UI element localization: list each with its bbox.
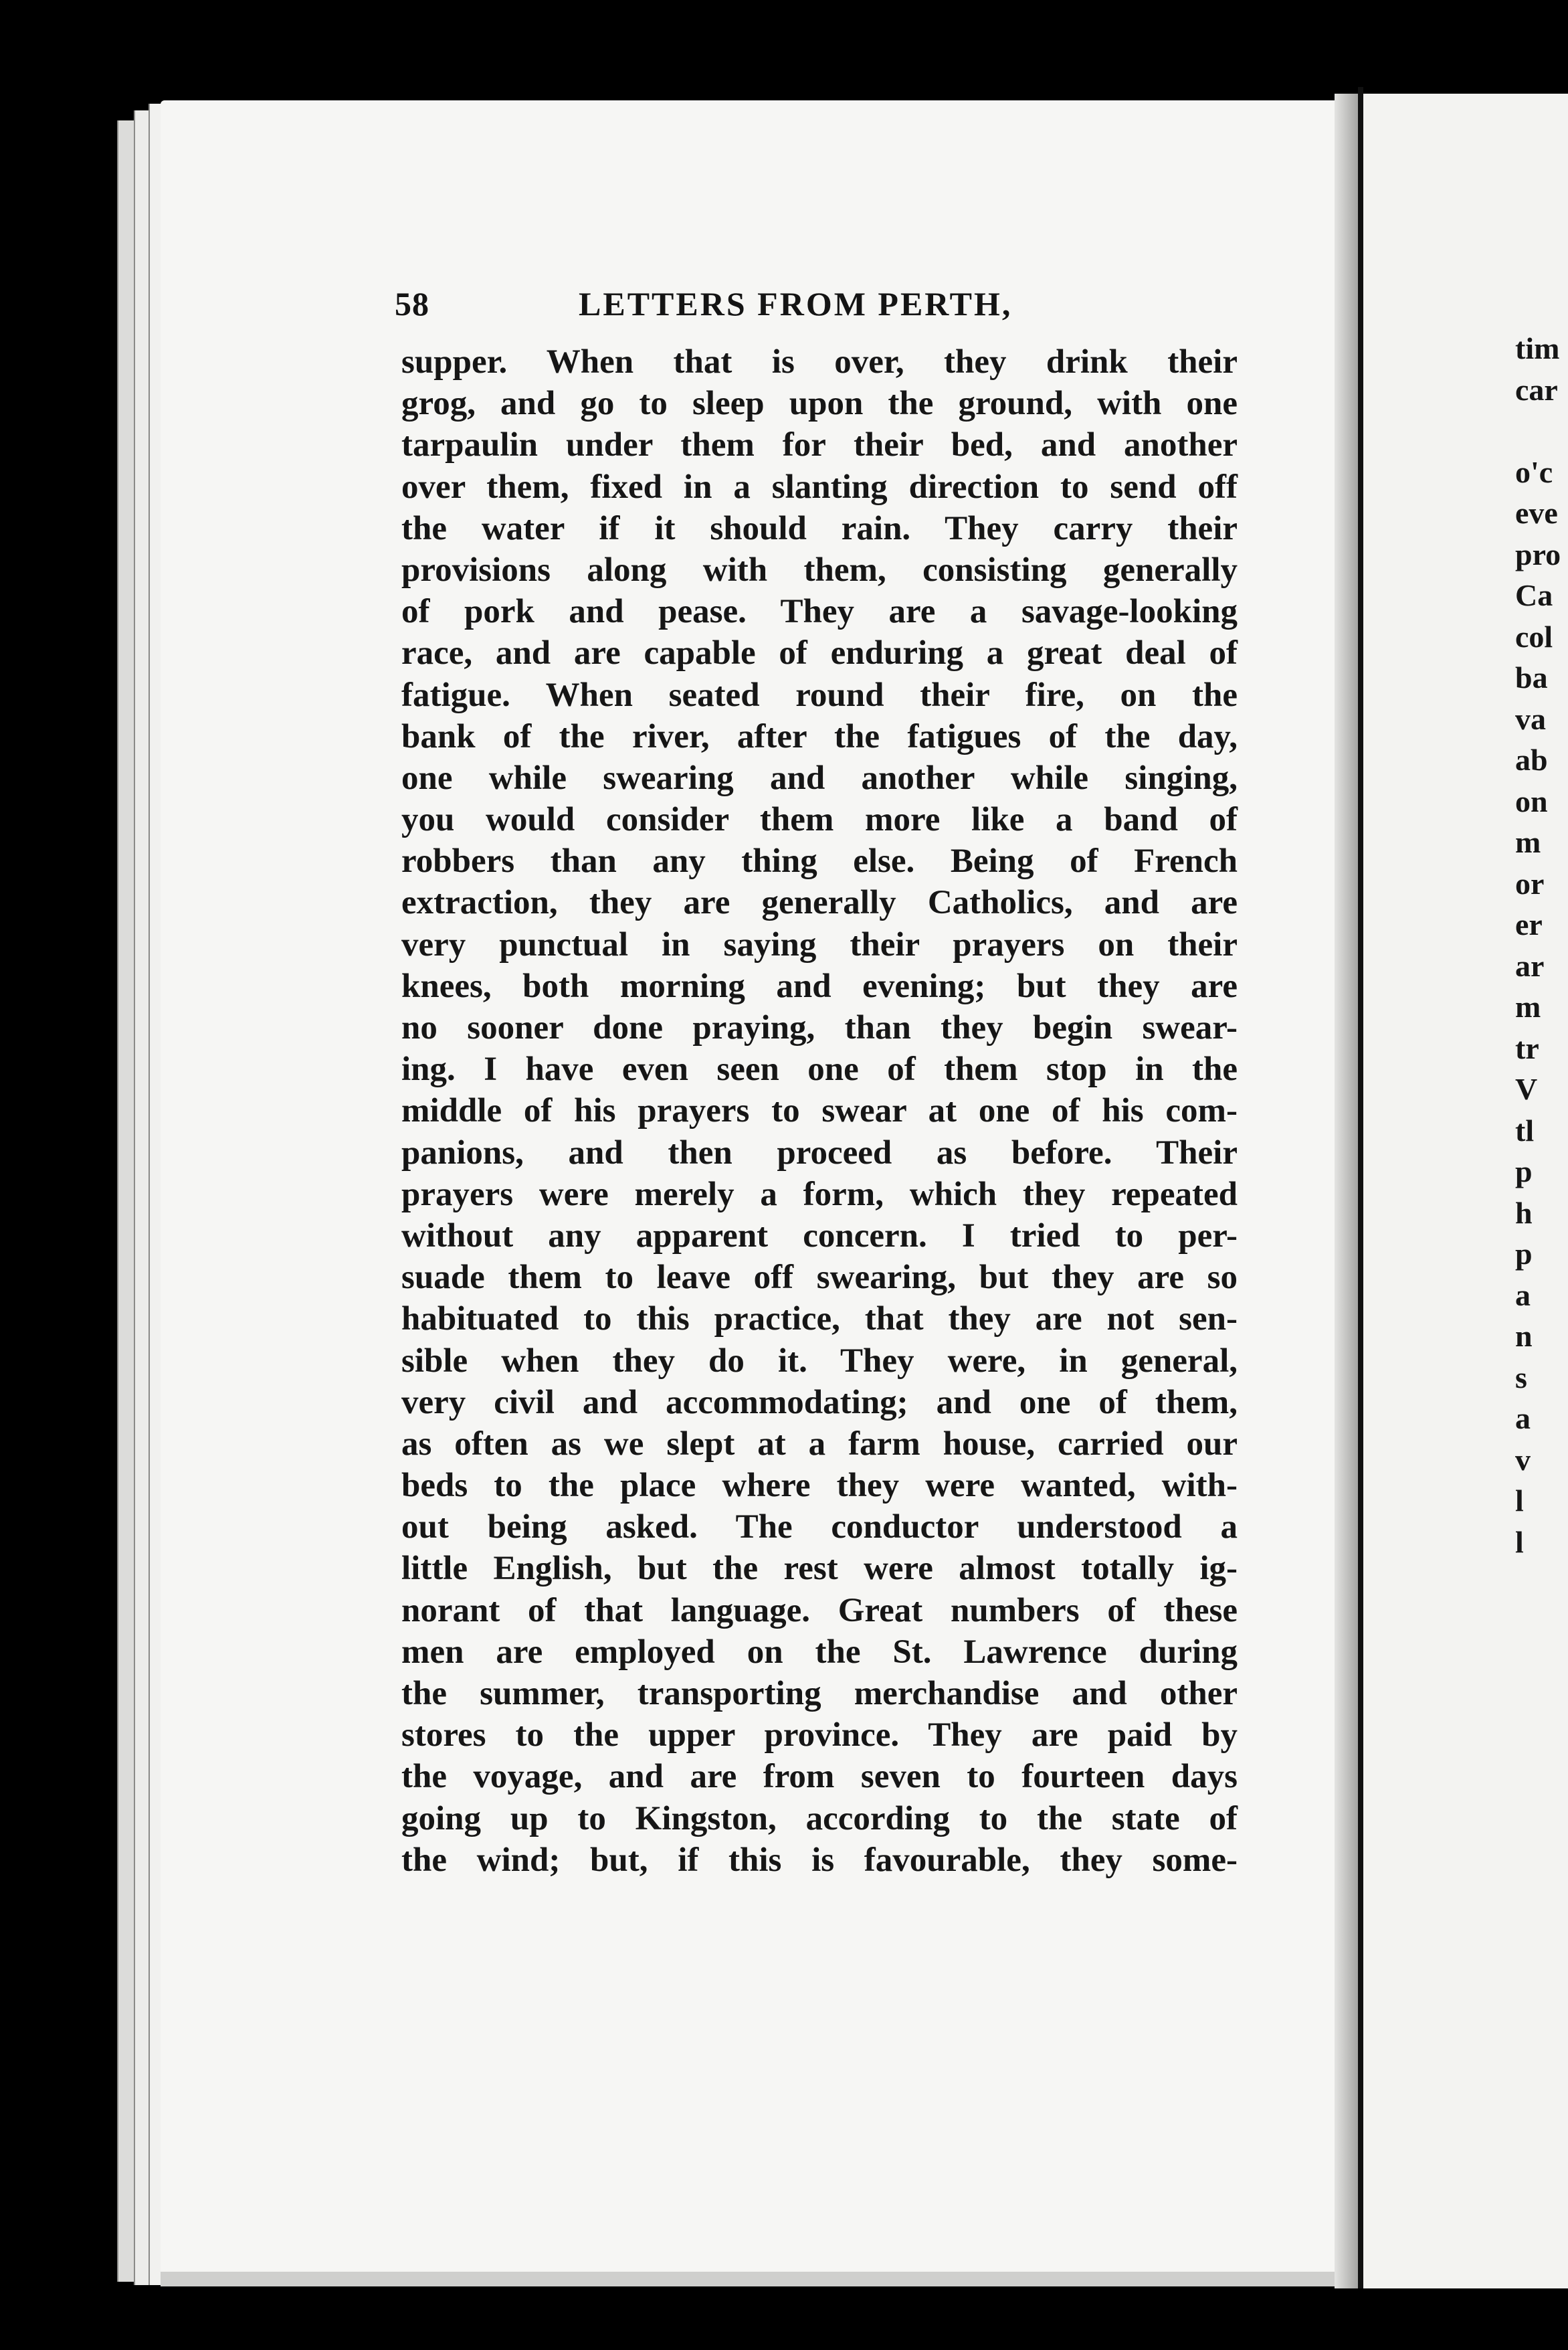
text-line: very civil and accommodating; and one of them, <box>401 1383 1238 1421</box>
right-page-fragment: m <box>1515 990 1541 1024</box>
text-line: tarpaulin under them for their bed, and another <box>401 426 1238 464</box>
text-line: knees, both morning and evening; but they are <box>401 967 1238 1005</box>
page-number: 58 <box>395 285 429 323</box>
text-line: over them, fixed in a slanting direction to send off <box>401 468 1238 506</box>
right-page-fragment: l <box>1515 1524 1524 1559</box>
text-line: the wind; but, if this is favourable, they some- <box>401 1841 1238 1879</box>
right-page-fragment: p <box>1515 1237 1533 1271</box>
text-line: middle of his prayers to swear at one of his com- <box>401 1092 1238 1130</box>
text-line: robbers than any thing else. Being of French <box>401 842 1238 881</box>
right-page-fragment: eve <box>1515 496 1558 530</box>
right-page-fragment: m <box>1515 825 1541 859</box>
text-line: one while swearing and another while singing, <box>401 759 1238 797</box>
right-page-fragment: tl <box>1515 1113 1535 1148</box>
right-page-fragment: on <box>1515 784 1548 818</box>
right-page-fragment: h <box>1515 1195 1533 1230</box>
text-line: suade them to leave off swearing, but they are so <box>401 1259 1238 1297</box>
right-page-fragment <box>1515 410 1568 452</box>
right-page-fragment: car <box>1515 372 1558 407</box>
text-line: you would consider them more like a band of <box>401 801 1238 839</box>
text-line: no sooner done praying, than they begin swear- <box>401 1009 1238 1047</box>
text-line: the summer, transporting merchandise and other <box>401 1675 1238 1712</box>
text-line: norant of that language. Great numbers of these <box>401 1591 1238 1629</box>
right-page-fragment: o'c <box>1515 454 1553 489</box>
text-line: supper. When that is over, they drink their <box>401 343 1238 381</box>
text-line: prayers were merely a form, which they repeated <box>401 1175 1238 1213</box>
text-line: the water if it should rain. They carry their <box>401 509 1238 547</box>
text-line: the voyage, and are from seven to fourteen days <box>401 1758 1238 1796</box>
text-line: sible when they do it. They were, in general, <box>401 1342 1238 1380</box>
right-page-fragment: a <box>1515 1277 1531 1312</box>
text-line: very punctual in saying their prayers on their <box>401 925 1238 964</box>
text-line: extraction, they are generally Catholics, and are <box>401 884 1238 922</box>
text-line: men are employed on the St. Lawrence during <box>401 1633 1238 1671</box>
text-line: habituated to this practice, that they are not sen- <box>401 1300 1238 1338</box>
right-page-fragment: ar <box>1515 948 1545 983</box>
body-text <box>401 341 1238 1881</box>
right-page-fragment: v <box>1515 1442 1531 1477</box>
page-bottom-edge <box>161 2272 1358 2286</box>
right-page-fragment: col <box>1515 619 1553 654</box>
text-line: without any apparent concern. I tried to per- <box>401 1216 1238 1255</box>
right-page-fragment: a <box>1515 1401 1531 1435</box>
right-page-fragment: tim <box>1515 331 1560 365</box>
text-line: provisions along with them, consisting generally <box>401 551 1238 589</box>
book-gutter <box>1335 94 1361 2288</box>
right-page-text-fragments <box>1515 328 1568 1562</box>
text-line: of pork and pease. They are a savage-looking <box>401 593 1238 631</box>
book-spine <box>1358 87 1363 2288</box>
text-line: fatigue. When seated round their fire, on the <box>401 676 1238 714</box>
text-line: beds to the place where they were wanted, with- <box>401 1467 1238 1505</box>
right-page-fragment: s <box>1515 1360 1527 1394</box>
text-line: stores to the upper province. They are paid by <box>401 1716 1238 1754</box>
text-line: little English, but the rest were almost totally ig- <box>401 1550 1238 1588</box>
text-line: ing. I have even seen one of them stop in the <box>401 1051 1238 1089</box>
text-line: out being asked. The conductor understood a <box>401 1508 1238 1546</box>
right-page-fragment: Ca <box>1515 578 1553 612</box>
right-page-fragment: V <box>1515 1072 1538 1106</box>
right-page-fragment: l <box>1515 1483 1524 1518</box>
right-page-fragment: or <box>1515 866 1545 901</box>
right-page-fragment: pro <box>1515 537 1561 571</box>
text-line: panions, and then proceed as before. Their <box>401 1134 1238 1172</box>
right-page-fragment: ba <box>1515 660 1548 695</box>
right-page-fragment: ab <box>1515 743 1548 777</box>
text-line: race, and are capable of enduring a great deal of <box>401 634 1238 672</box>
running-header <box>395 284 1264 331</box>
text-line: going up to Kingston, according to the state of <box>401 1799 1238 1837</box>
right-page-fragment: p <box>1515 1154 1533 1188</box>
text-line: as often as we slept at a farm house, carried our <box>401 1425 1238 1463</box>
right-page-fragment: tr <box>1515 1030 1539 1065</box>
running-title: LETTERS FROM PERTH, <box>579 285 1013 323</box>
text-line: grog, and go to sleep upon the ground, with one <box>401 385 1238 423</box>
text-line: bank of the river, after the fatigues of the day, <box>401 717 1238 755</box>
right-page-fragment: n <box>1515 1319 1533 1353</box>
right-page-fragment: er <box>1515 907 1543 941</box>
right-page-fragment: va <box>1515 701 1546 736</box>
